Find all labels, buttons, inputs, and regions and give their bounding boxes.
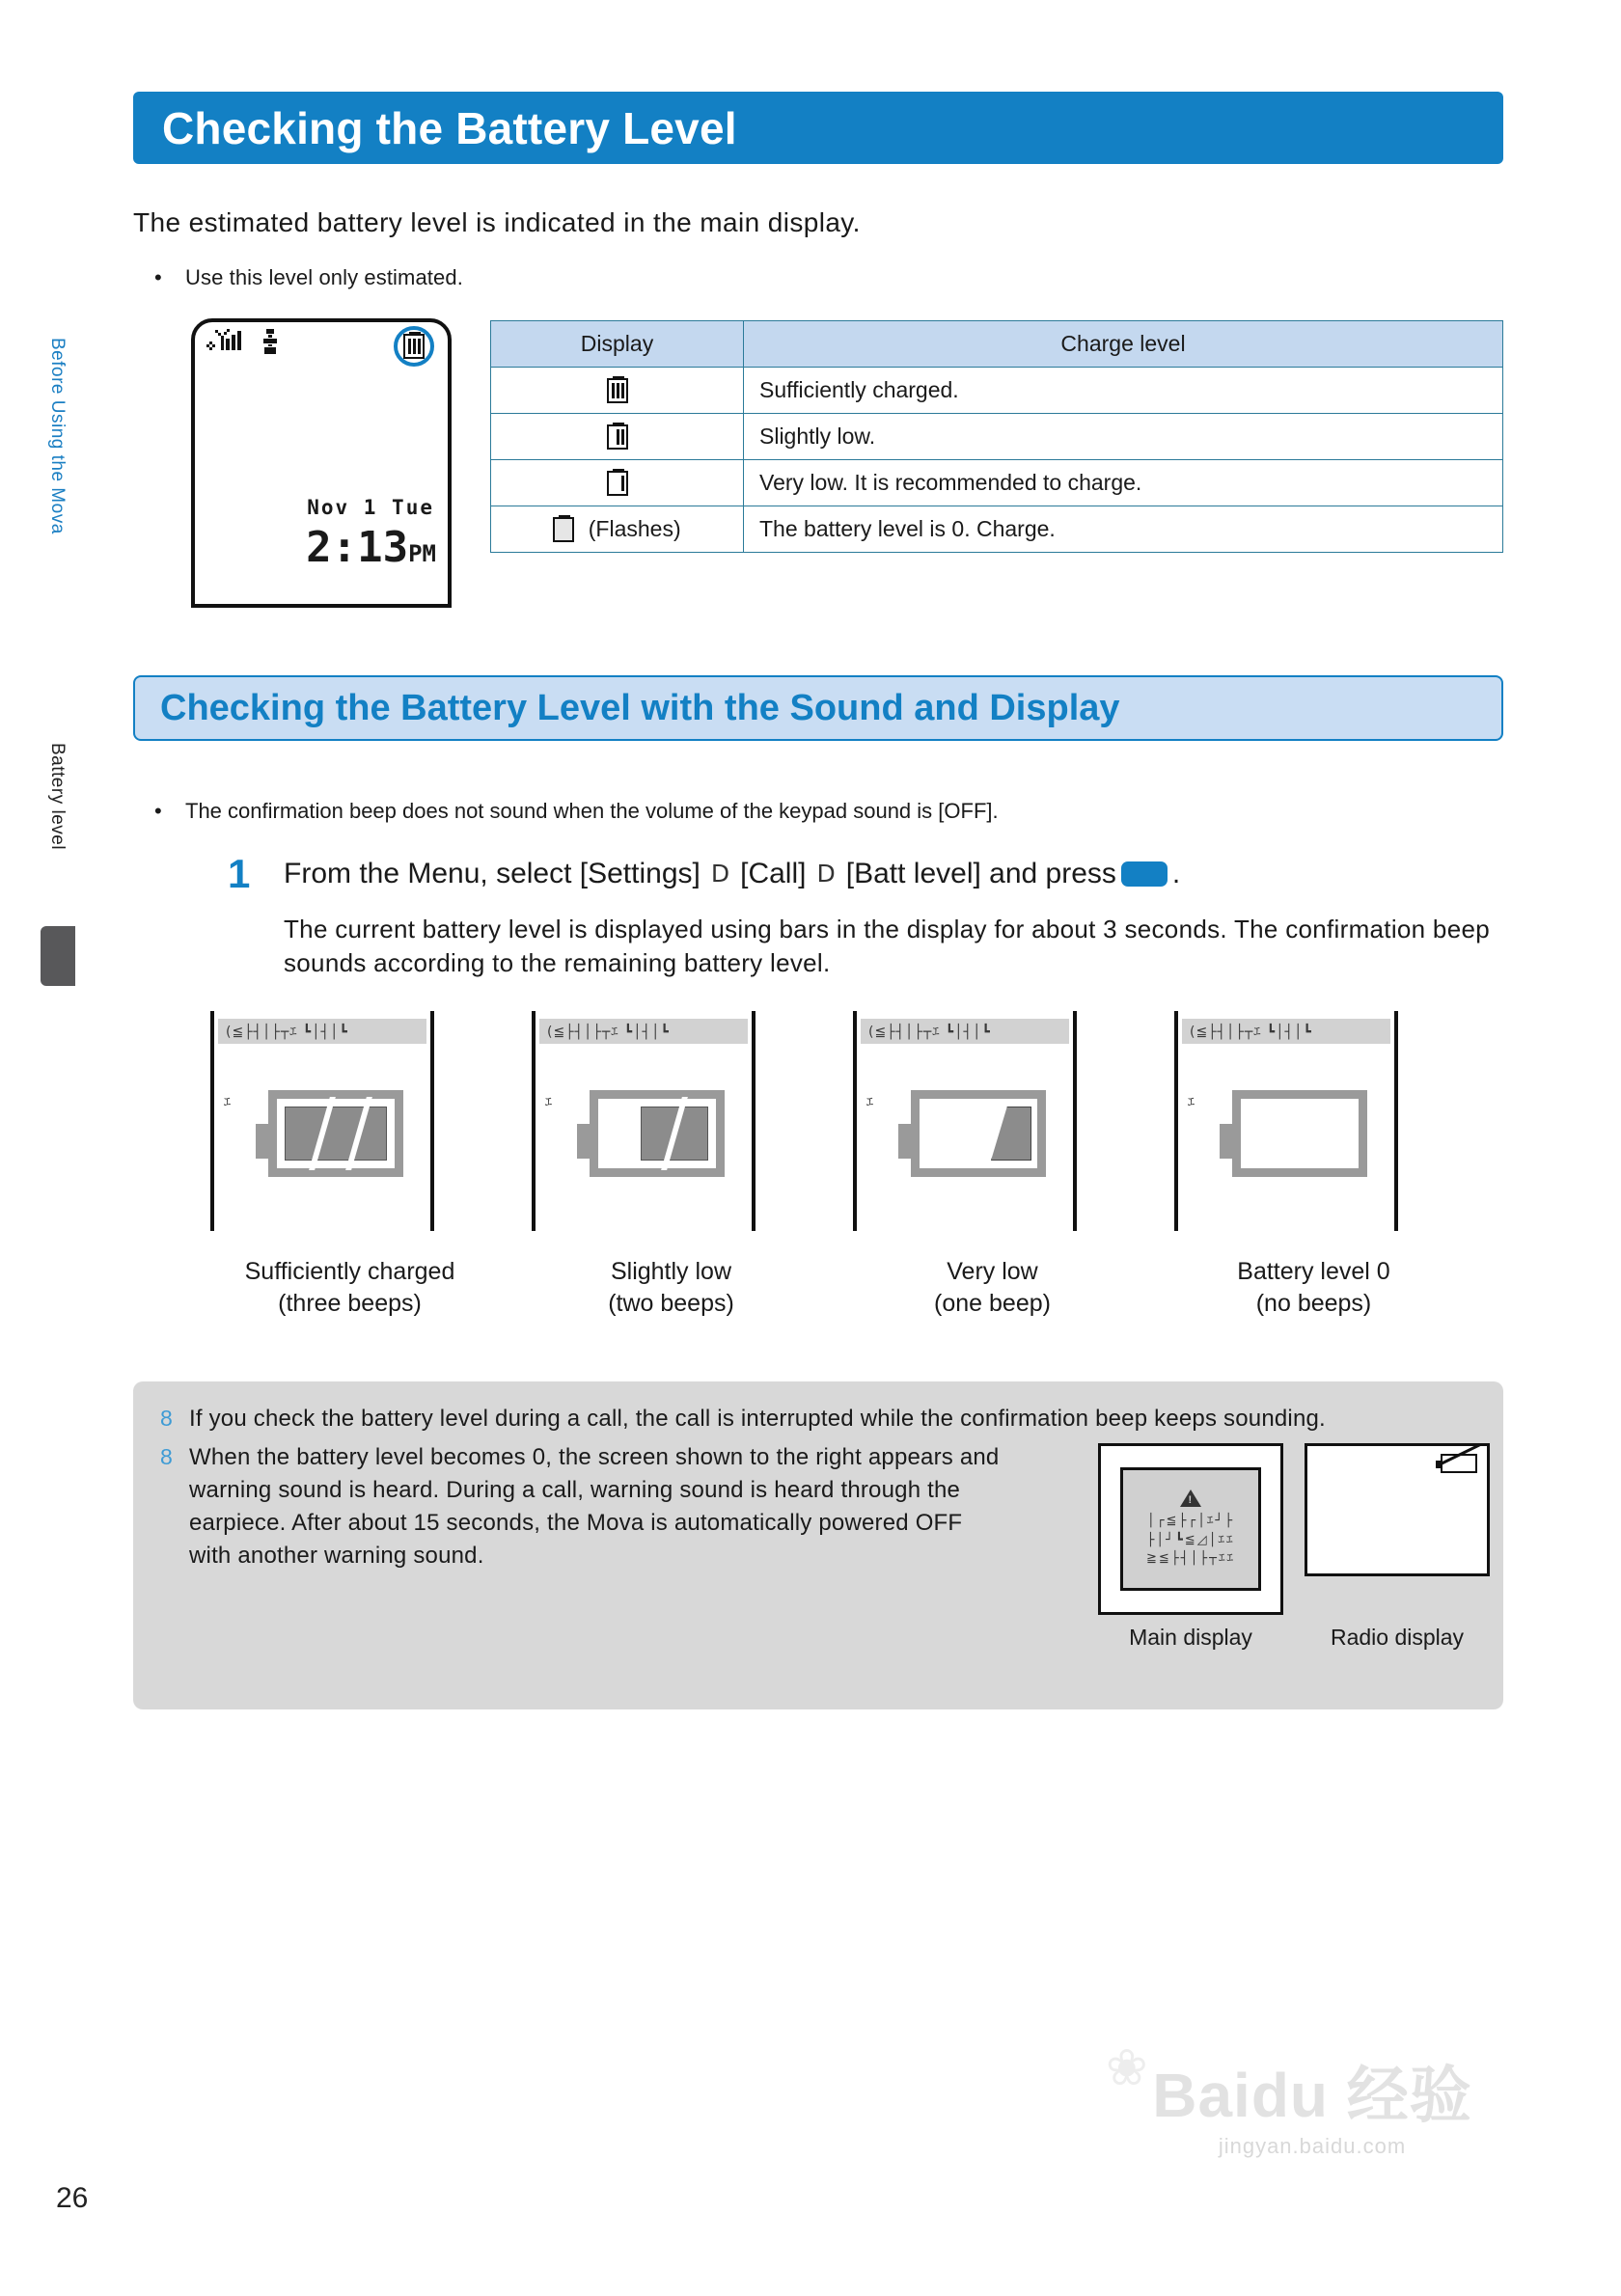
figure-caption-line-2: (three beeps): [278, 1290, 422, 1317]
table-cell-description: Sufficiently charged.: [744, 368, 1503, 414]
side-tab-chapter: Before Using the Mova: [47, 338, 68, 534]
arrow-right-icon: D: [710, 860, 730, 888]
battery-level-table: [490, 320, 1503, 553]
phone-display-mockup: [191, 318, 452, 608]
table-row: [491, 460, 1503, 506]
table-cell-display: [491, 506, 744, 553]
figure-screen-header: (≦├┤│├┬ｴ ┗│┤│┗: [861, 1019, 1069, 1044]
figure-screen-label: ｴ: [866, 1095, 873, 1110]
figure-cell: [1153, 1011, 1474, 1243]
paw-print-icon: ❀: [1106, 2040, 1148, 2096]
page-number: 26: [56, 2182, 89, 2214]
bullet-dot-icon: •: [154, 799, 162, 823]
person-icon: [261, 328, 280, 357]
table-cell-flashes-label: (Flashes): [588, 515, 681, 541]
battery-full-icon: [403, 334, 425, 359]
table-cell-display: [491, 414, 744, 460]
step-text-part-2: [Call]: [740, 858, 807, 889]
section-bullet-text: The confirmation beep does not sound when the volume of the keypad sound is [OFF].: [185, 799, 999, 823]
step-description: The current battery level is displayed using bars in the display for about 3 seconds. The confirmation beep sounds according to the remaining battery level.: [284, 915, 1490, 977]
figure-screen-header: (≦├┤│├┬ｴ ┗│┤│┗: [1182, 1019, 1390, 1044]
warning-triangle-icon: [1180, 1490, 1201, 1507]
battery-fill: [285, 1107, 387, 1161]
radio-display-caption: Radio display: [1330, 1625, 1465, 1650]
note-marker-icon: 8: [160, 1444, 173, 1469]
side-tab-marker: [41, 926, 75, 986]
step-block: [228, 851, 1511, 977]
watermark: [1106, 2040, 1496, 2159]
figure-caption-line-1: Battery level 0: [1237, 1258, 1390, 1285]
intro-paragraph: The estimated battery level is indicated in the main display.: [133, 207, 861, 237]
figure-screen: [532, 1011, 756, 1231]
table-cell-display: [491, 368, 744, 414]
battery-illustration-3-segments: [268, 1090, 403, 1177]
watermark-sub-text: jingyan.baidu.com: [1218, 2134, 1407, 2158]
battery-figures-row: [189, 1011, 1477, 1243]
side-tab: [41, 318, 73, 936]
table-row: [491, 506, 1503, 553]
note-item: [133, 1441, 1030, 1572]
battery-illustration-1-segment: [911, 1090, 1046, 1177]
main-display-caption: Main display: [1129, 1625, 1252, 1650]
figure-screen: [210, 1011, 434, 1231]
phone-status-bar: [206, 328, 280, 357]
figure-screen: [853, 1011, 1077, 1231]
main-display-screen: [1120, 1467, 1261, 1591]
main-display-line: ├│┘┗≦◿│ｴｴ: [1146, 1532, 1235, 1547]
signal-strength-icon: [206, 328, 247, 357]
battery-illustration-empty: [1232, 1090, 1367, 1177]
notes-callout-box: [133, 1381, 1503, 1709]
watermark-main-text: Baidu 经验: [1152, 2061, 1472, 2130]
select-key-icon: [1121, 861, 1168, 887]
table-cell-display: [491, 460, 744, 506]
main-display-line: │┌≦├┌│ｴ┘├: [1146, 1514, 1235, 1529]
main-display-line: ≧≦├┤│├┬ｴｴ: [1146, 1551, 1235, 1567]
figure-caption-line-1: Slightly low: [610, 1258, 732, 1285]
figure-caption-line-1: Very low: [947, 1258, 1038, 1285]
figure-caption: [510, 1256, 832, 1320]
intro-bullet-text: Use this level only estimated.: [185, 265, 463, 289]
arrow-right-icon: D: [816, 860, 836, 888]
figure-caption: [832, 1256, 1153, 1320]
battery-fill: [991, 1107, 1031, 1161]
phone-date: Nov 1 Tue: [307, 496, 434, 519]
note-marker-icon: 8: [160, 1406, 173, 1431]
figure-caption: [1153, 1256, 1474, 1320]
figure-screen-header: (≦├┤│├┬ｴ ┗│┤│┗: [539, 1019, 748, 1044]
figure-screen-label: ｴ: [545, 1095, 552, 1110]
table-row: [491, 368, 1503, 414]
figure-captions-row: [189, 1256, 1477, 1320]
step-instruction: [284, 857, 1511, 891]
table-cell-description: The battery level is 0. Charge.: [744, 506, 1503, 553]
section-title: Checking the Battery Level with the Sound and Display: [160, 687, 1120, 728]
page-title: Checking the Battery Level: [162, 102, 737, 153]
phone-time-value: 2:13: [306, 523, 409, 572]
step-text-part-1: From the Menu, select [Settings]: [284, 858, 701, 889]
phone-time-ampm: PM: [408, 540, 436, 567]
table-header-row: [491, 321, 1503, 368]
table-header-charge-level: Charge level: [744, 321, 1503, 368]
step-text-part-3: [Batt level] and press: [845, 858, 1116, 889]
table-cell-description: Slightly low.: [744, 414, 1503, 460]
figure-cell: [832, 1011, 1153, 1243]
figure-cell: [510, 1011, 832, 1243]
table-cell-description: Very low. It is recommended to charge.: [744, 460, 1503, 506]
bullet-dot-icon: •: [154, 265, 162, 289]
side-tab-topic: Battery level: [47, 743, 68, 851]
section-heading-secondary: [133, 675, 1503, 741]
section-heading-primary: [133, 92, 1503, 164]
table-row: [491, 414, 1503, 460]
figure-cell: [189, 1011, 510, 1243]
battery-3-bars-icon: [607, 378, 628, 403]
figure-caption-line-2: (no beeps): [1255, 1290, 1372, 1317]
note-text: When the battery level becomes 0, the screen shown to the right appears and warning sound is heard. During a call, warning sound is heard through the earpiece. After about 15 seconds, the Mova is automatically powered OFF with another warning sound.: [189, 1444, 1000, 1570]
battery-indicator-highlight: [394, 326, 434, 367]
figure-screen-label: ｴ: [224, 1095, 231, 1110]
figure-caption: [189, 1256, 510, 1320]
figure-caption-line-1: Sufficiently charged: [244, 1258, 455, 1285]
step-text-part-4: .: [1171, 858, 1181, 889]
battery-1-bar-icon: [607, 471, 628, 496]
battery-2-bars-icon: [607, 424, 628, 450]
table-header-display: Display: [491, 321, 744, 368]
section-bullet: [154, 799, 999, 824]
battery-empty-crossed-icon: [1441, 1454, 1477, 1473]
phone-time: [195, 523, 436, 572]
note-item: [133, 1403, 1484, 1435]
main-display-mockup: [1098, 1443, 1283, 1615]
battery-empty-icon: [553, 517, 574, 542]
radio-display-mockup: [1305, 1443, 1490, 1576]
figure-caption-line-2: (two beeps): [608, 1290, 734, 1317]
figure-screen-label: ｴ: [1188, 1095, 1195, 1110]
figure-screen-header: (≦├┤│├┬ｴ ┗│┤│┗: [218, 1019, 426, 1044]
step-number: 1: [228, 851, 251, 896]
note-text: If you check the battery level during a call, the call is interrupted while the confirmation beep keeps sounding.: [189, 1406, 1326, 1432]
intro-bullet: [154, 265, 463, 290]
battery-illustration-2-segments: [590, 1090, 725, 1177]
figure-screen: [1174, 1011, 1398, 1231]
figure-caption-line-2: (one beep): [934, 1290, 1051, 1317]
